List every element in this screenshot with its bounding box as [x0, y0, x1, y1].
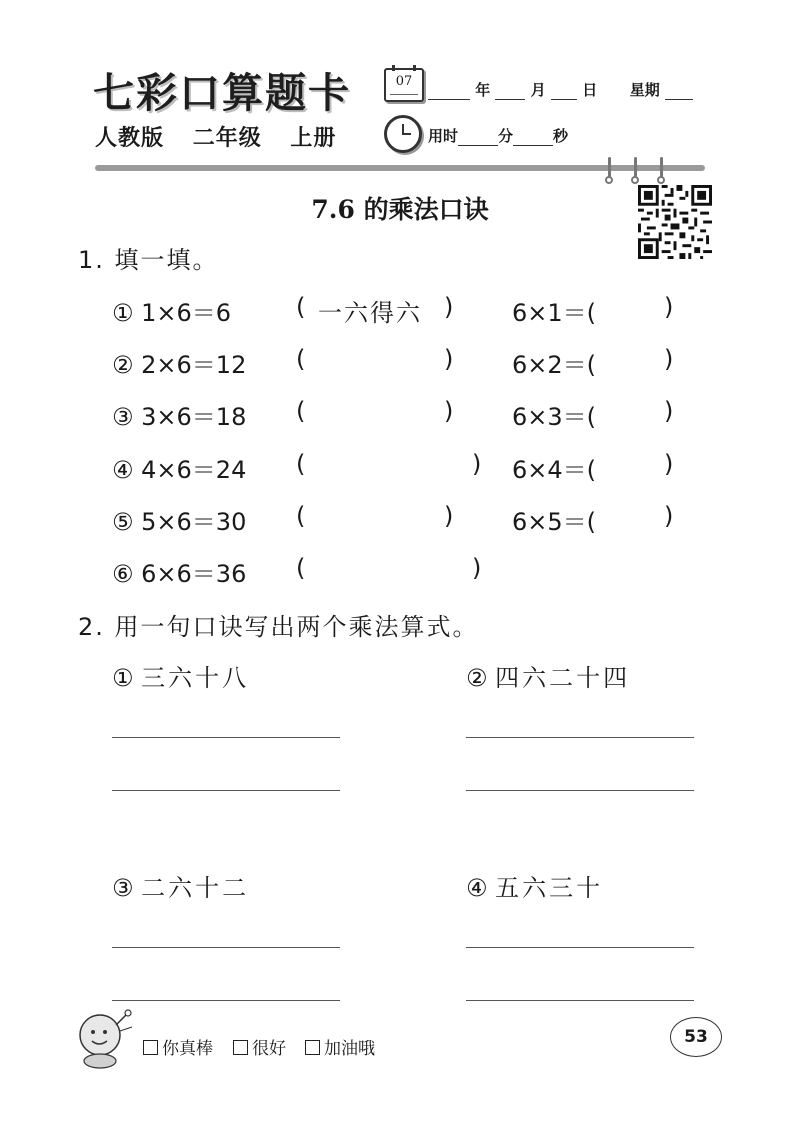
weekday-label: 星期	[629, 81, 660, 99]
qr-code-icon	[638, 185, 712, 259]
checkbox-icon[interactable]	[143, 1040, 158, 1055]
close-paren: )	[664, 450, 674, 478]
close-paren: )	[664, 502, 674, 530]
ring-hook	[634, 157, 637, 181]
time-fill-line	[428, 125, 568, 146]
open-paren: (	[296, 345, 306, 373]
q2-heading: 2. 用一句口诀写出两个乘法算式。	[78, 613, 479, 641]
close-paren: )	[664, 397, 674, 425]
brand-title: 七彩口算题卡	[93, 69, 351, 117]
answer-line[interactable]	[466, 947, 694, 948]
q2-item	[466, 868, 603, 903]
year-label: 年	[475, 81, 491, 99]
item-text: 二六十二	[141, 874, 250, 902]
open-paren: (	[296, 397, 306, 425]
row-equation: 1×6＝6	[141, 299, 232, 327]
q1-row	[112, 397, 246, 432]
close-paren: )	[472, 554, 482, 582]
day-blank[interactable]	[551, 85, 577, 100]
row-marker: ②	[112, 351, 134, 379]
right-equation: 6×3＝(	[512, 403, 597, 431]
open-paren: (	[296, 293, 306, 321]
right-equation: 6×1＝(	[512, 299, 597, 327]
date-fill-line	[428, 79, 693, 100]
answer-line[interactable]	[466, 737, 694, 738]
year-blank[interactable]	[428, 85, 470, 100]
rating-label: 加油哦	[324, 1039, 375, 1059]
close-paren: )	[472, 450, 482, 478]
header-divider	[95, 165, 705, 171]
rating-option-good[interactable]	[233, 1034, 286, 1059]
item-text: 三六十八	[141, 664, 250, 692]
item-marker: ①	[112, 664, 134, 692]
row-equation: 5×6＝30	[141, 508, 247, 536]
close-paren: )	[444, 502, 454, 530]
minute-blank[interactable]	[458, 131, 498, 146]
item-marker: ③	[112, 874, 134, 902]
row-equation: 3×6＝18	[141, 403, 247, 431]
q1-row	[112, 345, 246, 380]
q1-row	[112, 502, 246, 537]
right-equation: 6×5＝(	[512, 508, 597, 536]
second-blank[interactable]	[513, 131, 553, 146]
answer-line[interactable]	[466, 1000, 694, 1001]
row-equation: 4×6＝24	[141, 456, 247, 484]
ring-hook	[660, 157, 663, 181]
answer-line[interactable]	[466, 790, 694, 791]
q2-item	[466, 658, 630, 693]
answer-line[interactable]	[112, 737, 340, 738]
rating-option-great[interactable]	[143, 1034, 213, 1059]
checkbox-icon[interactable]	[233, 1040, 248, 1055]
q1-row	[112, 450, 246, 485]
close-paren: )	[444, 345, 454, 373]
open-paren: (	[296, 450, 306, 478]
edition-line	[95, 121, 356, 152]
rating-label: 很好	[252, 1039, 286, 1059]
row-marker: ⑤	[112, 508, 134, 536]
answer-line[interactable]	[112, 1000, 340, 1001]
calendar-icon	[384, 68, 424, 102]
answer-filled: 一六得六	[318, 299, 422, 327]
page-number: 53	[670, 1017, 722, 1057]
row-marker: ④	[112, 456, 134, 484]
q1-row	[112, 554, 246, 589]
right-equation: 6×2＝(	[512, 351, 597, 379]
row-marker: ⑥	[112, 560, 134, 588]
close-paren: )	[444, 293, 454, 321]
calendar-day: 07	[395, 74, 413, 89]
close-paren: )	[664, 293, 674, 321]
clock-icon	[384, 115, 422, 153]
edition-publisher: 人教版	[95, 126, 165, 151]
lesson-title: 7.6 的乘法口诀	[311, 195, 489, 224]
row-equation: 6×6＝36	[141, 560, 247, 588]
q2-item	[112, 658, 249, 693]
close-paren: )	[444, 397, 454, 425]
row-marker: ①	[112, 299, 134, 327]
item-text: 四六二十四	[495, 664, 631, 692]
open-paren: (	[296, 502, 306, 530]
q1-row	[112, 293, 231, 328]
row-marker: ③	[112, 403, 134, 431]
month-blank[interactable]	[495, 85, 525, 100]
item-marker: ④	[466, 874, 488, 902]
close-paren: )	[664, 345, 674, 373]
row-equation: 2×6＝12	[141, 351, 247, 379]
weekday-blank[interactable]	[665, 85, 693, 100]
cartoon-mascot-icon	[70, 1005, 138, 1071]
day-label: 日	[582, 81, 598, 99]
answer-line[interactable]	[112, 790, 340, 791]
ring-hook	[608, 157, 611, 181]
item-text: 五六三十	[495, 874, 604, 902]
rating-option-keep-going[interactable]	[305, 1034, 375, 1059]
edition-volume: 上册	[290, 126, 337, 151]
q1-heading: 1. 填一填。	[78, 246, 219, 274]
month-label: 月	[530, 81, 546, 99]
right-equation: 6×4＝(	[512, 456, 597, 484]
minute-label: 分	[498, 127, 514, 145]
q2-item	[112, 868, 249, 903]
checkbox-icon[interactable]	[305, 1040, 320, 1055]
second-label: 秒	[553, 127, 569, 145]
item-marker: ②	[466, 664, 488, 692]
time-label: 用时	[428, 127, 459, 145]
rating-label: 你真棒	[162, 1039, 213, 1059]
answer-line[interactable]	[112, 947, 340, 948]
edition-grade: 二年级	[192, 126, 262, 151]
open-paren: (	[296, 554, 306, 582]
